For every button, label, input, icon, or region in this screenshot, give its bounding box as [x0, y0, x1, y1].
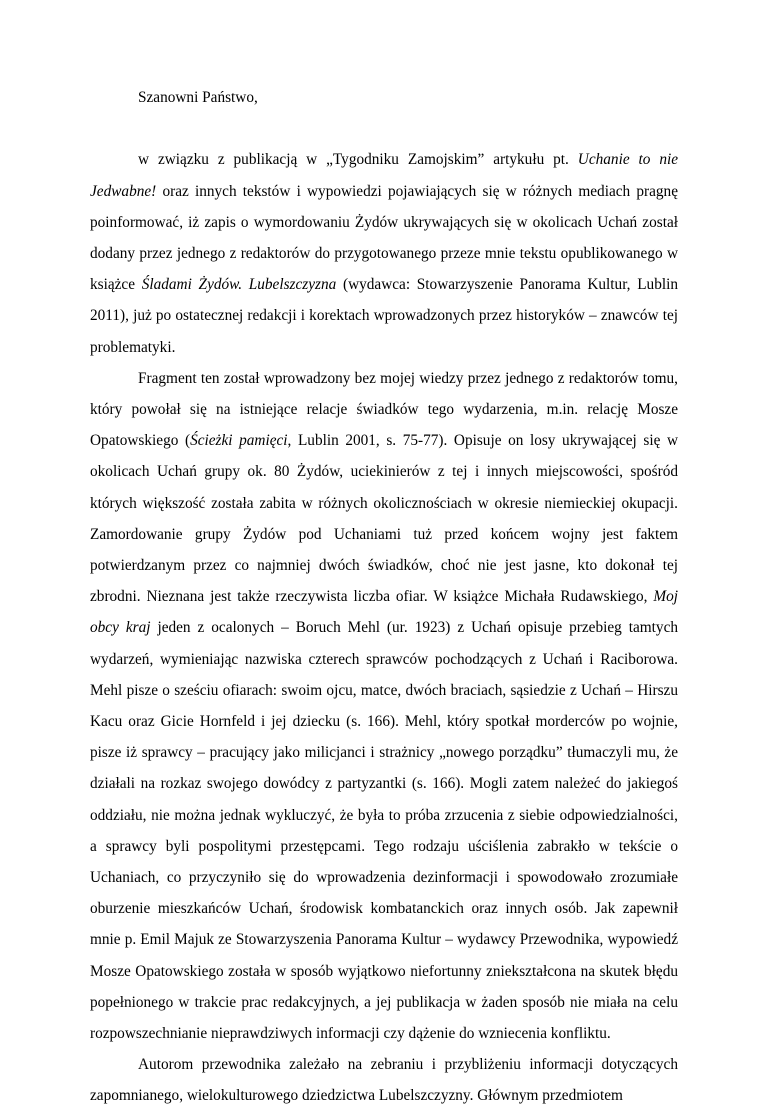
text-run: oraz innych tekstów i wypowiedzi pojawiających się w różnych mediach pragnę poinformować, iż zapis o wymordowaniu Żydów ukrywających się w okolicach Uchań został dodany przez jednego z redaktorów do przygotowanego przeze mnie tekstu opublikowanego w książce — [90, 182, 678, 294]
text-run: jeden z ocalonych – Boruch Mehl (ur. 1923) z Uchań opisuje przebieg tamtych wydarzeń, wymieniając nazwiska czterech sprawców pochodzących z Uchań i Raciborowa. Mehl pisze o sześciu ofiarach: swoim ojcu, matce, dwóch braciach, sąsiedzie z Uchań – Hirszu Kacu oraz Gicie Hornfeld i jej dziecku (s. 166). Mehl, który spotkał morderców po wojnie, pisze iż sprawcy – pracujący jako milicjanci i strażnicy „nowego porządku” tłumaczyli mu, że działali na rozkaz swojego dowódcy z partyzantki (s. 166). Mogli zatem należeć do jakiegoś oddziału, nie można jednak wykluczyć, że była to próba zrzucenia z siebie odpowiedzialności, a sprawcy byli pospolitymi przestępcami. Tego rodzaju uściślenia zabrakło w tekście o Uchaniach, co przyczyniło się do wprowadzenia dezinformacji i spowodowało zrozumiałe oburzenie mieszkańców Uchań, środowisk kombatanckich oraz innych osób. Jak zapewnił mnie p. Emil Majuk ze Stowarzyszenia Panorama Kultur – wydawcy Przewodnika, wypowiedź Mosze Opatowskiego została w sposób wyjątkowo niefortunny zniekształcona na skutek błędu popełnionego w trakcie prac redakcyjnych, a jej publikacja w żaden sposób nie miała na celu rozpowszechnianie nieprawdziwych informacji czy dążenie do wzniecenia konfliktu. — [90, 619, 679, 1043]
text-run: w związku z publikacją w „Tygodniku Zamojskim” artykułu pt. — [138, 151, 578, 169]
book-title-italic: Śladami Żydów. Lubelszczyzna — [141, 276, 337, 294]
text-run: Fragment ten został wprowadzony bez mojej wiedzy przez jednego z redaktorów tomu, który powołał się na istniejące relacje świadków tego wydarzenia, m.in. relację Mosze Opatowskiego ( — [90, 369, 678, 450]
salutation: Szanowni Państwo, — [138, 89, 258, 106]
article-title-italic: Uchanie to nie Jedwabne! — [90, 151, 679, 200]
letter-page — [90, 82, 678, 1112]
paragraph-2 — [90, 363, 678, 1049]
paragraph-3 — [90, 1049, 678, 1111]
blank-line — [90, 113, 678, 144]
paragraph-1 — [90, 144, 678, 362]
text-run: Autorom przewodnika zależało na zebraniu i przybliżeniu informacji dotyczących zapomnianego, wielokulturowego dziedzictwa Lubelszczyzny. Głównym przedmiotem — [90, 1056, 678, 1105]
book-title-italic: Ścieżki pamięci — [190, 432, 288, 450]
book-title-italic: Moj obcy kraj — [90, 588, 678, 637]
text-run: (wydawca: Stowarzyszenie Panorama Kultur, Lublin 2011), już po ostatecznej redakcji i korektach wprowadzonych przez historyków – znawców tej problematyki. — [90, 276, 678, 356]
text-run: , Lublin 2001, s. 75-77). Opisuje on losy ukrywającej się w okolicach Uchań grupy ok. 80 Żydów, uciekinierów z tej i innych miejscowości, spośród których większość została zabita w różnych okolicznościach w okresie niemieckiej okupacji. Zamordowanie grupy Żydów pod Uchaniami tuż przed końcem wojny jest faktem potwierdzanym przez co najmniej dwóch świadków, choć nie jest jasne, kto dokonał tej zbrodni. Nieznana jest także rzeczywista liczba ofiar. W książce Michała Rudawskiego, — [90, 432, 678, 606]
